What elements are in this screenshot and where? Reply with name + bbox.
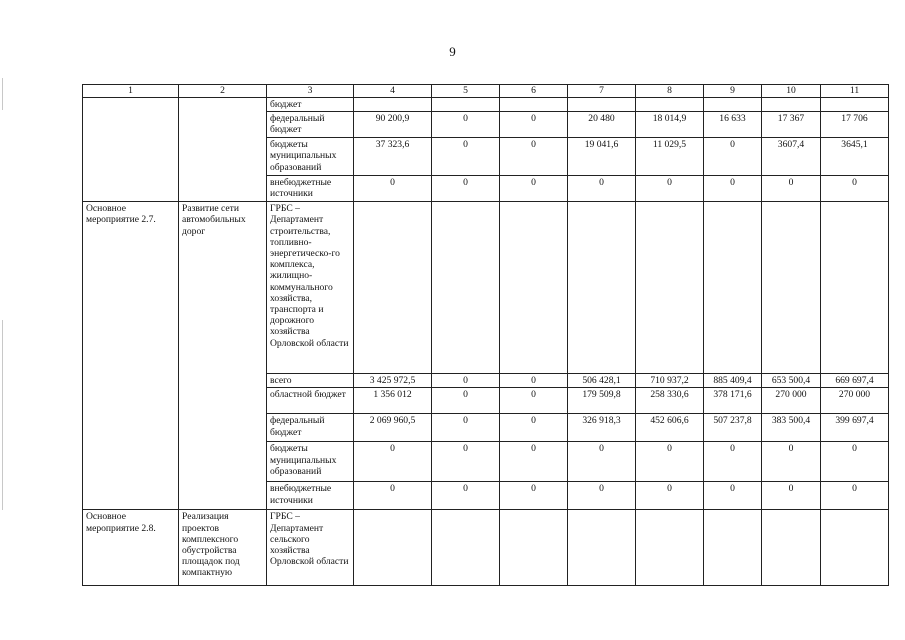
value-cell: 17 367 xyxy=(762,112,821,138)
name-cell: Развитие сети автомобильных дорог xyxy=(179,202,267,510)
header-cell: 4 xyxy=(354,85,432,98)
value-cell: 37 323,6 xyxy=(354,138,432,176)
measure-cell: Основное мероприятие 2.8. xyxy=(83,510,179,586)
value-cell xyxy=(432,202,500,374)
value-cell: 179 509,8 xyxy=(568,388,636,414)
value-cell xyxy=(568,202,636,374)
value-cell: 0 xyxy=(500,138,568,176)
value-cell xyxy=(354,510,432,586)
value-cell xyxy=(500,510,568,586)
value-cell: 258 330,6 xyxy=(636,388,704,414)
header-row xyxy=(83,85,889,98)
funding-source-cell: бюджет xyxy=(267,98,354,112)
funding-source-cell: федеральный бюджет xyxy=(267,112,354,138)
value-cell xyxy=(354,202,432,374)
funding-source-cell: бюджеты муниципальных образований xyxy=(267,442,354,482)
value-cell: 0 xyxy=(636,482,704,510)
value-cell: 0 xyxy=(432,442,500,482)
funding-source-cell: внебюджетные источники xyxy=(267,482,354,510)
value-cell: 270 000 xyxy=(821,388,889,414)
funding-source-cell: бюджеты муниципальных образований xyxy=(267,138,354,176)
value-cell xyxy=(500,202,568,374)
value-cell: 270 000 xyxy=(762,388,821,414)
measure-cell: Основное мероприятие 2.7. xyxy=(83,202,179,510)
value-cell: 0 xyxy=(500,112,568,138)
value-cell: 3607,4 xyxy=(762,138,821,176)
header-cell: 11 xyxy=(821,85,889,98)
header-cell: 6 xyxy=(500,85,568,98)
value-cell xyxy=(821,202,889,374)
value-cell: 0 xyxy=(568,176,636,202)
header-cell: 3 xyxy=(267,85,354,98)
value-cell: 0 xyxy=(432,176,500,202)
value-cell: 0 xyxy=(568,442,636,482)
value-cell: 0 xyxy=(432,482,500,510)
header-cell: 10 xyxy=(762,85,821,98)
value-cell xyxy=(821,510,889,586)
value-cell xyxy=(704,98,762,112)
value-cell: 0 xyxy=(500,388,568,414)
value-cell: 2 069 960,5 xyxy=(354,414,432,442)
value-cell: 16 633 xyxy=(704,112,762,138)
value-cell: 0 xyxy=(568,482,636,510)
value-cell: 0 xyxy=(500,482,568,510)
value-cell: 0 xyxy=(821,442,889,482)
value-cell xyxy=(636,510,704,586)
value-cell: 0 xyxy=(432,374,500,388)
header-cell: 9 xyxy=(704,85,762,98)
value-cell: 0 xyxy=(432,388,500,414)
value-cell xyxy=(432,510,500,586)
value-cell: 0 xyxy=(432,138,500,176)
value-cell: 17 706 xyxy=(821,112,889,138)
value-cell xyxy=(762,202,821,374)
value-cell: 0 xyxy=(704,442,762,482)
header-cell: 2 xyxy=(179,85,267,98)
value-cell: 3 425 972,5 xyxy=(354,374,432,388)
value-cell xyxy=(354,98,432,112)
value-cell: 506 428,1 xyxy=(568,374,636,388)
table-row xyxy=(83,98,889,112)
value-cell: 0 xyxy=(500,414,568,442)
value-cell xyxy=(704,510,762,586)
value-cell: 378 171,6 xyxy=(704,388,762,414)
value-cell: 1 356 012 xyxy=(354,388,432,414)
funding-source-cell: всего xyxy=(267,374,354,388)
value-cell: 0 xyxy=(432,112,500,138)
value-cell xyxy=(568,98,636,112)
value-cell: 0 xyxy=(432,414,500,442)
left-edge-mark xyxy=(2,78,3,110)
value-cell: 19 041,6 xyxy=(568,138,636,176)
table-row xyxy=(83,510,889,586)
measure-cell xyxy=(83,98,179,202)
value-cell: 0 xyxy=(354,442,432,482)
value-cell: 3645,1 xyxy=(821,138,889,176)
header-cell: 5 xyxy=(432,85,500,98)
value-cell: 0 xyxy=(704,176,762,202)
value-cell xyxy=(762,98,821,112)
value-cell: 20 480 xyxy=(568,112,636,138)
value-cell: 0 xyxy=(821,176,889,202)
value-cell xyxy=(704,202,762,374)
header-cell: 7 xyxy=(568,85,636,98)
value-cell: 0 xyxy=(704,138,762,176)
value-cell: 0 xyxy=(636,176,704,202)
value-cell: 669 697,4 xyxy=(821,374,889,388)
funding-source-cell: федеральный бюджет xyxy=(267,414,354,442)
value-cell: 0 xyxy=(354,482,432,510)
value-cell: 90 200,9 xyxy=(354,112,432,138)
funding-source-cell: ГРБС – Департамент сельского хозяйства Орловской области xyxy=(267,510,354,586)
left-edge-mark xyxy=(2,320,3,510)
name-cell: Реализация проектов комплексного обустройства площадок под компактную xyxy=(179,510,267,586)
value-cell: 0 xyxy=(354,176,432,202)
funding-source-cell: внебюджетные источники xyxy=(267,176,354,202)
header-cell: 8 xyxy=(636,85,704,98)
value-cell xyxy=(432,98,500,112)
value-cell: 0 xyxy=(762,176,821,202)
value-cell: 326 918,3 xyxy=(568,414,636,442)
value-cell: 399 697,4 xyxy=(821,414,889,442)
value-cell xyxy=(821,98,889,112)
value-cell: 0 xyxy=(821,482,889,510)
value-cell xyxy=(500,98,568,112)
budget-table xyxy=(82,84,889,586)
name-cell xyxy=(179,98,267,202)
value-cell: 452 606,6 xyxy=(636,414,704,442)
value-cell: 0 xyxy=(762,482,821,510)
value-cell: 18 014,9 xyxy=(636,112,704,138)
value-cell: 383 500,4 xyxy=(762,414,821,442)
value-cell xyxy=(762,510,821,586)
value-cell: 710 937,2 xyxy=(636,374,704,388)
value-cell: 0 xyxy=(500,176,568,202)
value-cell: 0 xyxy=(762,442,821,482)
value-cell xyxy=(568,510,636,586)
value-cell: 11 029,5 xyxy=(636,138,704,176)
value-cell: 653 500,4 xyxy=(762,374,821,388)
value-cell: 0 xyxy=(500,374,568,388)
value-cell xyxy=(636,98,704,112)
value-cell: 0 xyxy=(500,442,568,482)
value-cell: 507 237,8 xyxy=(704,414,762,442)
value-cell: 0 xyxy=(636,442,704,482)
funding-source-cell: областной бюджет xyxy=(267,388,354,414)
value-cell xyxy=(636,202,704,374)
page-number: 9 xyxy=(449,44,456,59)
header-cell: 1 xyxy=(83,85,179,98)
value-cell: 0 xyxy=(704,482,762,510)
value-cell: 885 409,4 xyxy=(704,374,762,388)
funding-source-cell: ГРБС – Департамент строительства, топливно-энергетическо-го комплекса, жилищно-коммунального хозяйства, транспорта и дорожного хозяйства Орловской области xyxy=(267,202,354,374)
table-row xyxy=(83,202,889,374)
